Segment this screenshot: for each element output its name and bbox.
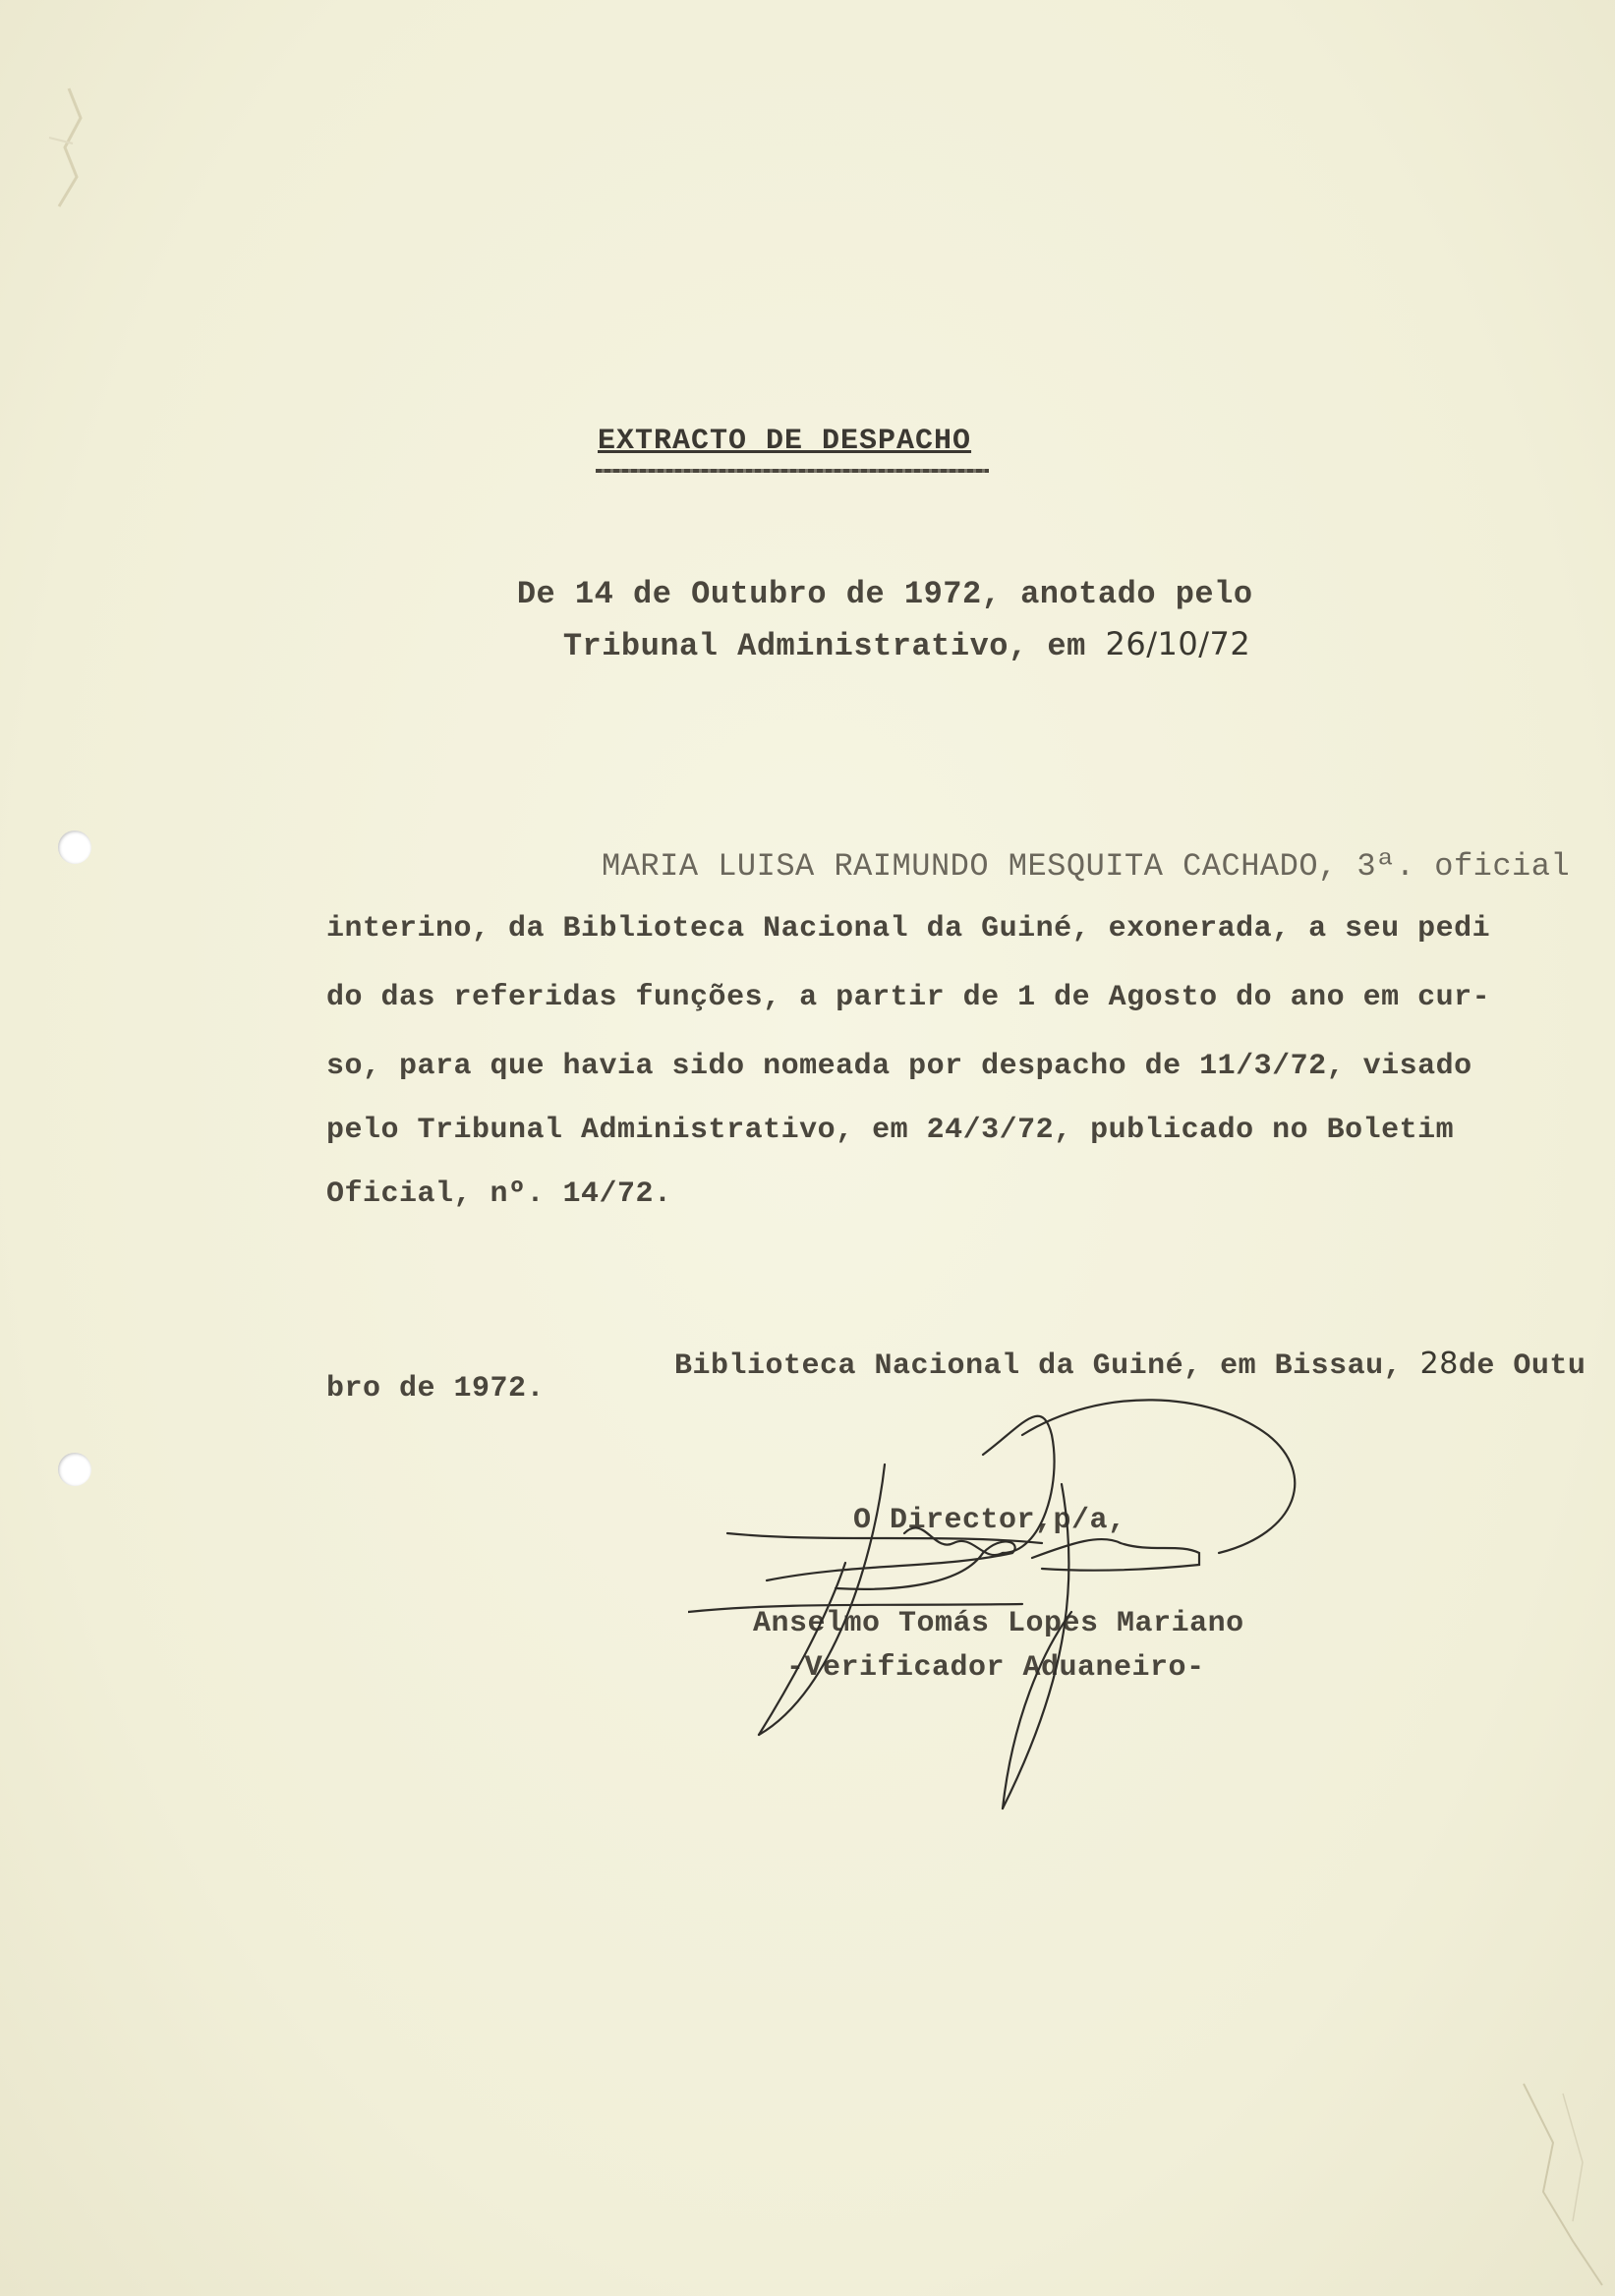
body-line-5: pelo Tribunal Administrativo, em 24/3/72, publicado no Boletim xyxy=(326,1114,1455,1147)
body-line-4: so, para que havia sido nomeada por despacho de 11/3/72, visado xyxy=(326,1050,1472,1083)
title-underline xyxy=(596,469,989,473)
body-line-1: MARIA LUISA RAIMUNDO MESQUITA CACHADO, 3ª. oficial xyxy=(602,848,1571,885)
annotation-date: 26/10/72 xyxy=(1105,625,1251,662)
header-line-1-text: De 14 de Outubro de 1972, anotado pelo xyxy=(516,576,1253,612)
place-line-1-suffix: de Outu xyxy=(1458,1349,1586,1383)
body-line-2: interino, da Biblioteca Nacional da Guiné, exonerada, a seu pedi xyxy=(326,912,1491,946)
page-edge-tear xyxy=(1504,2074,1612,2290)
punch-hole-top xyxy=(58,831,91,864)
body-line-6: Oficial, nº. 14/72. xyxy=(326,1177,672,1211)
place-day: 28 xyxy=(1419,1347,1459,1381)
signature-name: Anselmo Tomás Lopes Mariano xyxy=(753,1607,1244,1640)
document-title: EXTRACTO DE DESPACHO xyxy=(598,425,972,458)
page-crease-mark xyxy=(29,79,98,216)
header-line-2-text: Tribunal Administrativo, em xyxy=(562,628,1106,664)
place-line-1-text: Biblioteca Nacional da Guiné, em Bissau, xyxy=(674,1349,1420,1383)
signature-title: -Verificador Aduaneiro- xyxy=(786,1651,1205,1685)
signature-role: O Director,p/a, xyxy=(853,1504,1126,1537)
handwritten-signature xyxy=(688,1396,1337,1828)
body-line-3: do das referidas funções, a partir de 1 de Agosto do ano em cur- xyxy=(326,981,1491,1014)
header-line-2 xyxy=(486,585,1250,706)
place-line-2: bro de 1972. xyxy=(326,1372,546,1406)
punch-hole-bottom xyxy=(58,1453,91,1486)
